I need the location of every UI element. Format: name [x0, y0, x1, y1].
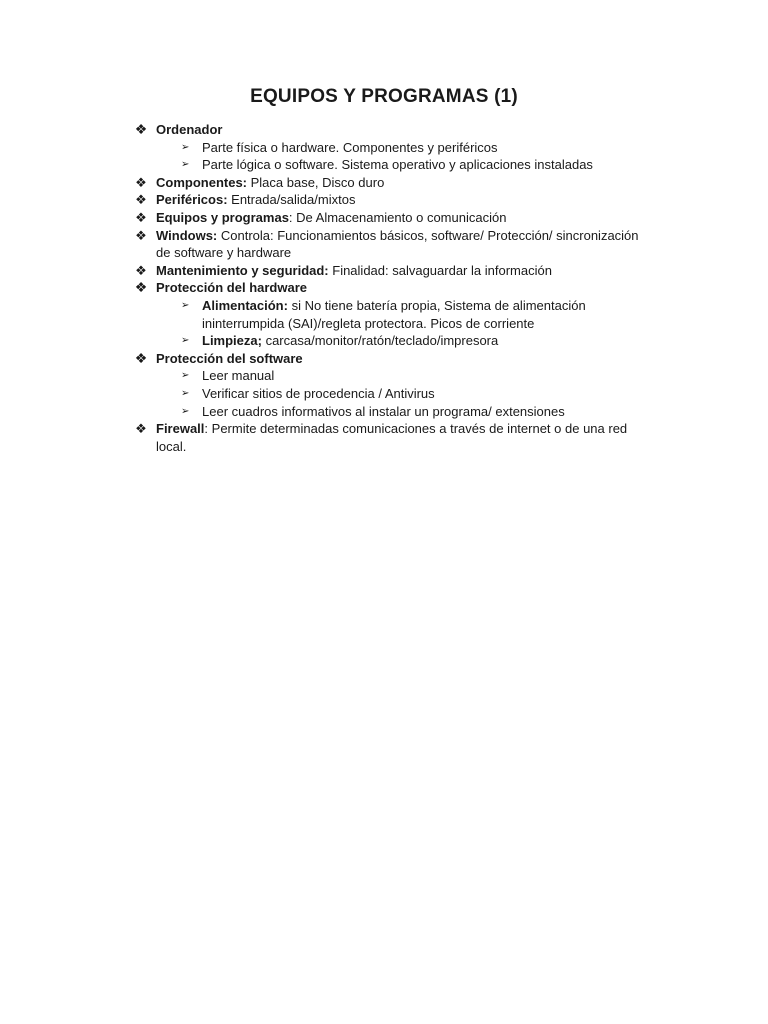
item-heading: Periféricos:: [156, 192, 228, 208]
item-text: : Permite determinadas comunicaciones a través de internet o de una red local.: [156, 421, 628, 454]
item-text: Placa base, Disco duro: [247, 174, 385, 190]
arrow-bullet-icon: ➢: [181, 370, 190, 382]
sub-item-heading: Limpieza;: [202, 333, 262, 349]
arrow-bullet-icon: ➢: [181, 141, 190, 153]
sub-item-text: Verificar sitios de procedencia / Antivirus: [202, 385, 435, 401]
sub-item-text: Leer cuadros informativos al instalar un programa/ extensiones: [202, 403, 565, 419]
sub-item: [134, 156, 654, 174]
sub-item: [134, 367, 654, 385]
page-title: EQUIPOS Y PROGRAMAS (1): [250, 86, 518, 107]
sub-item: [134, 139, 654, 157]
diamond-bullet-icon: ❖: [134, 349, 148, 366]
diamond-bullet-icon: ❖: [134, 121, 148, 137]
list-item-proteccion-hardware: [134, 279, 654, 297]
sub-item: [134, 385, 654, 403]
sub-item: [134, 332, 654, 350]
list-item-equipos-y-programas: [134, 209, 654, 227]
arrow-bullet-icon: ➢: [181, 405, 190, 417]
sub-item-heading: Alimentación:: [202, 297, 288, 313]
diamond-bullet-icon: ❖: [135, 192, 147, 208]
item-heading: Mantenimiento y seguridad:: [156, 262, 329, 278]
item-text: Controla: Funcionamientos básicos, software/ Protección/ sincronización de software y hardware: [156, 227, 639, 261]
item-heading: Firewall: [156, 421, 205, 437]
sub-item-text: carcasa/monitor/ratón/teclado/impresora: [261, 333, 499, 349]
list-item-windows: [134, 227, 654, 262]
diamond-bullet-icon: ❖: [135, 262, 147, 278]
diamond-bullet-icon: ❖: [134, 279, 148, 296]
item-heading: Protección del hardware: [156, 280, 307, 296]
list-item-componentes: [134, 174, 654, 192]
sub-item-text: Parte física o hardware. Componentes y periféricos: [202, 139, 498, 155]
item-heading: Protección del software: [156, 350, 303, 366]
arrow-bullet-icon: ➢: [181, 159, 190, 171]
sub-item: [134, 297, 654, 332]
diamond-bullet-icon: ❖: [135, 174, 147, 190]
document-body: [134, 121, 654, 455]
list-item-ordenador: [134, 121, 654, 139]
sub-item-text: si No tiene batería propia, Sistema de alimentación ininterrumpida (SAI)/regleta protectora. Picos de corriente: [202, 297, 586, 331]
item-heading: Componentes:: [156, 174, 247, 190]
item-heading: Windows:: [156, 227, 218, 243]
sub-item-text: Parte lógica o software. Sistema operativo y aplicaciones instaladas: [202, 157, 593, 173]
sub-item-text: Leer manual: [202, 368, 275, 384]
list-item-firewall: [134, 420, 654, 455]
arrow-bullet-icon: ➢: [181, 299, 190, 311]
diamond-bullet-icon: ❖: [135, 209, 147, 225]
arrow-bullet-icon: ➢: [181, 335, 190, 347]
list-item-mantenimiento: [134, 262, 654, 280]
item-text: : De Almacenamiento o comunicación: [288, 209, 507, 225]
item-heading: Ordenador: [156, 122, 223, 137]
item-text: Finalidad: salvaguardar la información: [328, 262, 552, 278]
list-item-perifericos: [134, 191, 654, 209]
list-item-proteccion-software: [134, 350, 654, 368]
diamond-bullet-icon: ❖: [135, 421, 147, 437]
sub-item: [134, 403, 654, 421]
item-heading: Equipos y programas: [156, 209, 289, 225]
arrow-bullet-icon: ➢: [181, 387, 190, 399]
item-text: Entrada/salida/mixtos: [227, 192, 356, 208]
diamond-bullet-icon: ❖: [135, 227, 147, 243]
